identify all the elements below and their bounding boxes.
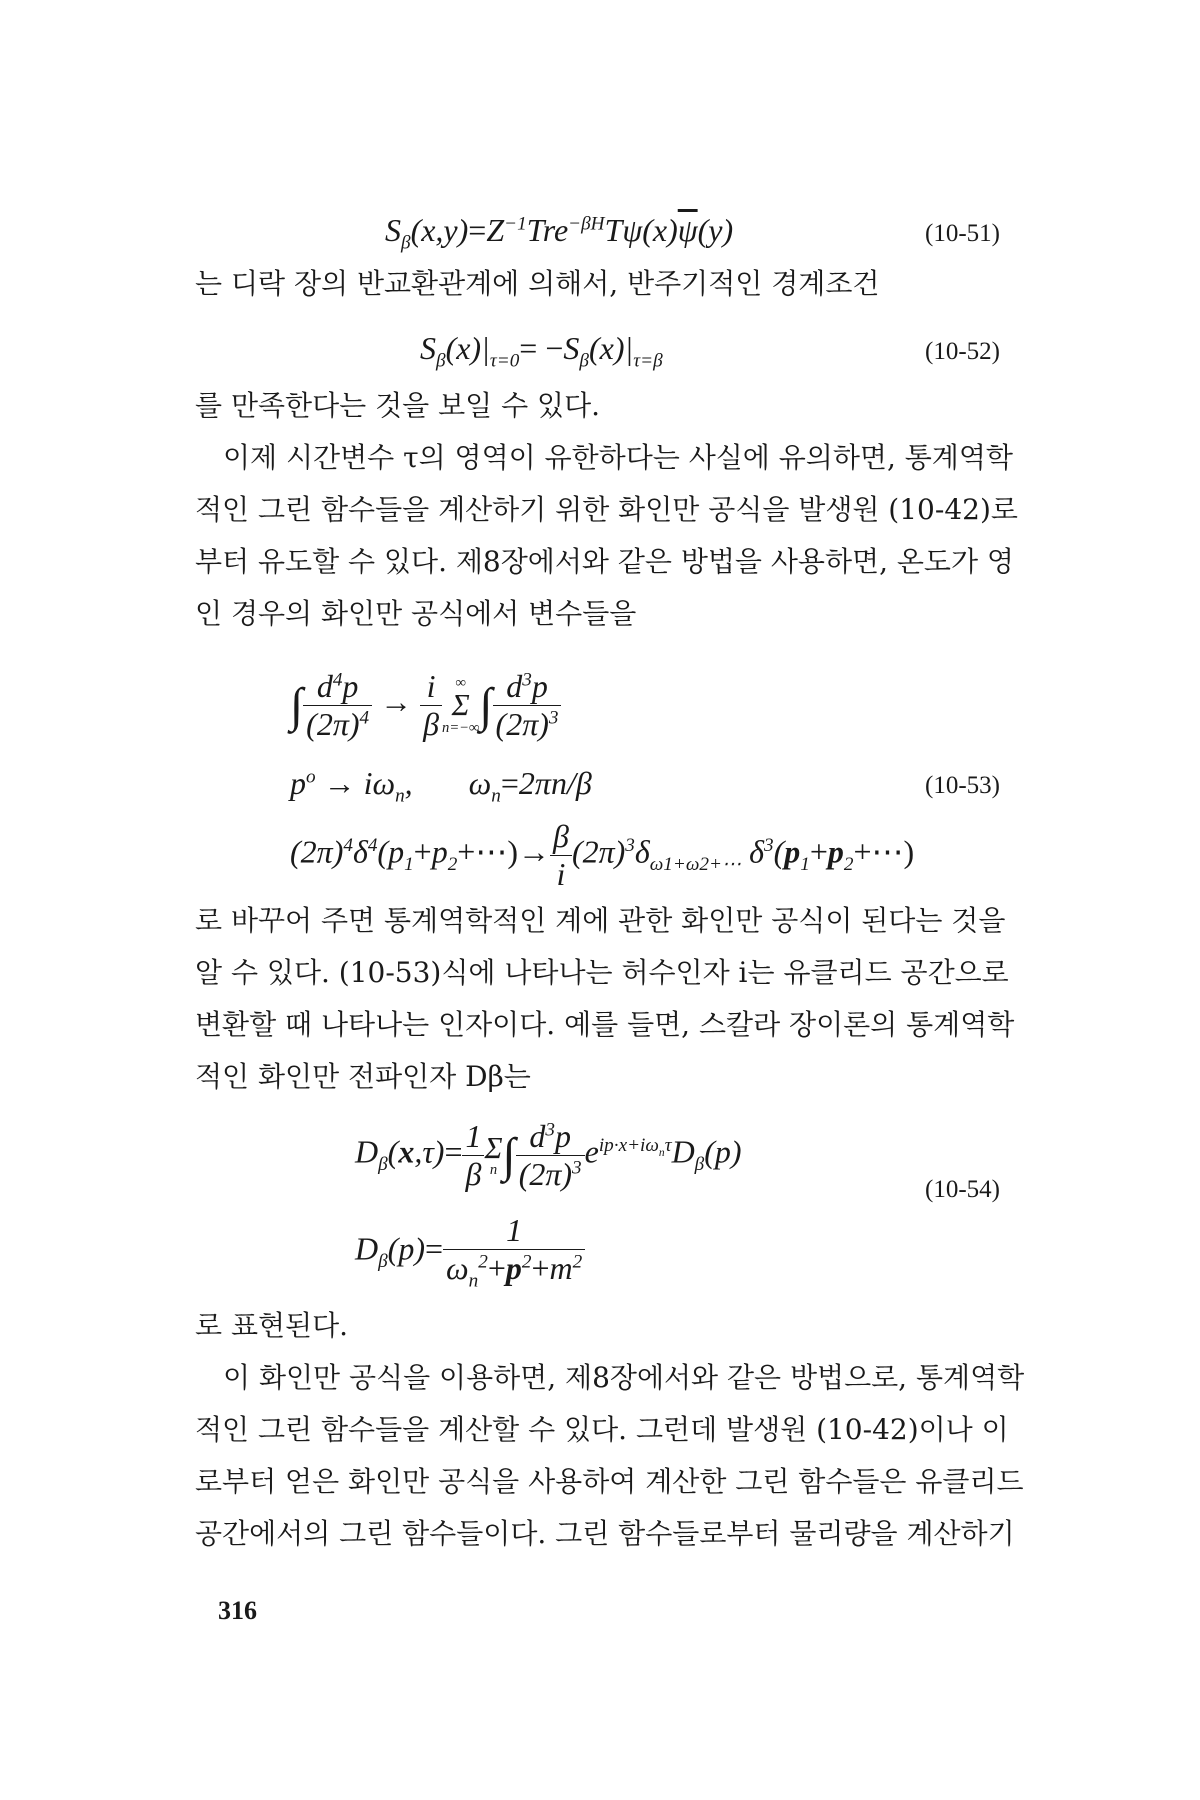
equation-10-53-line-2: $p^o \to i\omega_n$, $\omega_n=2\pi n/\beta$ [290,765,592,807]
equation-10-54-line-2: $D_\beta(p)=$ $\frac{1}{\omega_n^2+p^2+m^2}$ [355,1212,585,1292]
equation-number-10-53: (10-53) [925,772,1000,799]
paragraph-4: 로 바꾸어 주면 통계역학적인 계에 관한 화인만 공식이 된다는 것을 알 수 있다. (10-53)식에 나타나는 허수인자 i는 유클리드 공간으로 변환할 때 나타나는 인자이다. 예를 들면, 스칼라 장이론의 통계역학적인 화인만 전파인자 Dβ는 [195,904,1015,1093]
equation-10-53-line-1: ∫ $\frac{d^4p}{(2\pi)^4}$ → $\frac{i}{\beta}$ ∞ Σ n=−∞ ∫ $\frac{d^3p}{(2\pi)^3}$ [290,668,561,743]
paragraph-1: 는 디락 장의 반교환관계에 의해서, 반주기적인 경계조건 [195,267,880,300]
page-number: 316 [218,1596,257,1625]
paragraph-3: 이제 시간변수 τ의 영역이 유한하다는 사실에 유의하면, 통계역학적인 그린 함수들을 계산하기 위한 화인만 공식을 발생원 (10-42)로부터 유도할 수 있다. 제8장에서와 같은 방법을 사용하면, 온도가 영인 경우의 화인만 공식에서 변수들을 [195,441,1018,630]
equation-10-54-line-1: $D_\beta(x,\tau)=$ $\frac{1}{\beta}$ Σ n ∫ $\frac{d^3p}{(2\pi)^3}$ $e^{ip\cdot x+i\omega_n\tau}D_\beta(p)$ [355,1118,742,1192]
equation-number-10-54: (10-54) [925,1176,1000,1203]
equation-number-10-52: (10-52) [925,338,1000,365]
equation-10-53-line-3: $(2\pi)^4\delta^4(p_1+p_2+\cdots)\to$ $\frac{\beta}{i}$ $(2\pi)^3\delta_{\omega 1+\omega 2+\cdots}$ $\delta^3(p_1+p_2+\cdots)$ [290,818,915,892]
paragraph-5: 로 표현된다. [195,1309,349,1342]
equation-10-52: $S_\beta(x)|_{\tau=0}= -S_\beta(x)|_{\tau=\beta}$ [420,330,663,372]
equation-number-10-51: (10-51) [925,220,1000,247]
equation-10-51: $S_\beta(x,y)=Z^{-1}Tre^{-\beta H}T\psi(x)\overline{\psi}(y)$ [385,212,734,254]
paragraph-6: 이 화인만 공식을 이용하면, 제8장에서와 같은 방법으로, 통계역학적인 그린 함수들을 계산할 수 있다. 그런데 발생원 (10-42)이나 이로부터 얻은 화인만 공식을 사용하여 계산한 그린 함수들은 유클리드 공간에서의 그린 함수들이다. 그린 함수들로부터 물리량을 계산하기 [195,1361,1025,1550]
paragraph-2: 를 만족한다는 것을 보일 수 있다. [195,389,601,422]
